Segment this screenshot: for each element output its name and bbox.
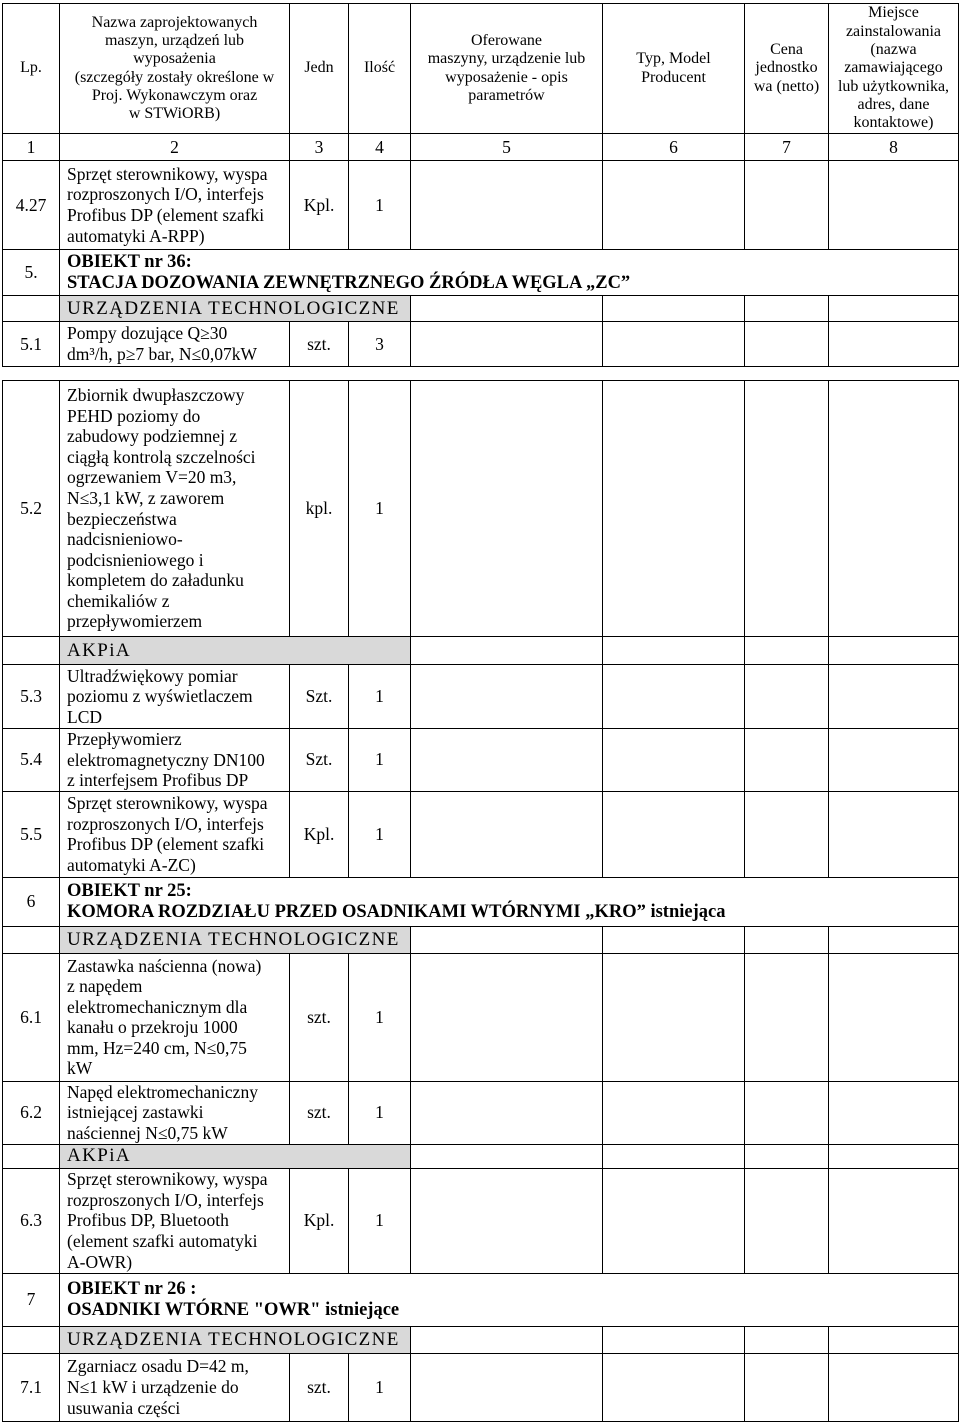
installation-location-cell	[829, 665, 959, 729]
item-unit: Kpl.	[290, 1168, 349, 1273]
empty-cell	[3, 637, 60, 665]
offered-description-cell	[411, 637, 603, 665]
offered-description-cell	[411, 1144, 603, 1168]
column-number-row	[3, 134, 959, 161]
offered-description-cell	[411, 1168, 603, 1273]
type-model-cell	[603, 1326, 745, 1353]
header-unit-price: Cena jednostko wa (netto)	[745, 4, 829, 134]
subheader-row	[3, 926, 959, 953]
item-name: Przepływomierz elektromagnetyczny DN100 z interfejsem Profibus DP	[60, 729, 290, 792]
subheader-label: URZĄDZENIA TECHNOLOGICZNE	[60, 1326, 411, 1353]
type-model-cell	[603, 161, 745, 250]
section-row	[3, 250, 959, 296]
header-location: Miejsce zainstalowania (nazwa zamawiającego lub użytkownika, adres, dane kontaktowe)	[829, 4, 959, 134]
column-number: 2	[60, 134, 290, 161]
type-model-cell	[603, 1353, 745, 1421]
header-lp: Lp.	[3, 4, 60, 134]
item-name: Ultradźwiękowy pomiar poziomu z wyświetlaczem LCD	[60, 665, 290, 729]
unit-price-cell	[745, 926, 829, 953]
row-number: 6.3	[3, 1168, 60, 1273]
section-subtitle: KOMORA ROZDZIAŁU PRZED OSADNIKAMI WTÓRNYMI „KRO” istniejąca	[67, 901, 726, 922]
installation-location-cell	[829, 637, 959, 665]
row-number: 5.4	[3, 729, 60, 792]
offered-description-cell	[411, 1353, 603, 1421]
section-row	[3, 877, 959, 926]
installation-location-cell	[829, 1144, 959, 1168]
item-quantity: 1	[349, 381, 411, 637]
item-name: Napęd elektromechaniczny istniejącej zastawki naściennej N≤0,75 kW	[60, 1081, 290, 1144]
item-unit: szt.	[290, 1353, 349, 1421]
table-row	[3, 1168, 959, 1273]
empty-cell	[3, 1144, 60, 1168]
unit-price-cell	[745, 1081, 829, 1144]
installation-location-cell	[829, 1353, 959, 1421]
section-number: 5.	[3, 250, 60, 296]
type-model-cell	[603, 381, 745, 637]
empty-cell	[3, 1326, 60, 1353]
unit-price-cell	[745, 1353, 829, 1421]
installation-location-cell	[829, 161, 959, 250]
item-quantity: 1	[349, 665, 411, 729]
column-number: 8	[829, 134, 959, 161]
item-unit: szt.	[290, 1081, 349, 1144]
installation-location-cell	[829, 791, 959, 877]
unit-price-cell	[745, 1326, 829, 1353]
row-number: 7.1	[3, 1353, 60, 1421]
row-number: 6.2	[3, 1081, 60, 1144]
subheader-row	[3, 637, 959, 665]
header-unit: Jedn	[290, 4, 349, 134]
table-row	[3, 1353, 959, 1421]
installation-location-cell	[829, 296, 959, 322]
type-model-cell	[603, 729, 745, 792]
section-title: OBIEKT nr 26 :	[67, 1278, 197, 1299]
type-model-cell	[603, 926, 745, 953]
item-name: Sprzęt sterownikowy, wyspa rozproszonych I/O, interfejs Profibus DP (element szafki automatyki A-ZC)	[60, 791, 290, 877]
table-row	[3, 381, 959, 637]
offered-description-cell	[411, 791, 603, 877]
installation-location-cell	[829, 381, 959, 637]
offered-description-cell	[411, 953, 603, 1081]
item-quantity: 1	[349, 161, 411, 250]
table-row	[3, 322, 959, 367]
unit-price-cell	[745, 1144, 829, 1168]
section-number: 6	[3, 877, 60, 926]
type-model-cell	[603, 1168, 745, 1273]
item-unit: kpl.	[290, 381, 349, 637]
table-row	[3, 729, 959, 792]
item-quantity: 1	[349, 1353, 411, 1421]
type-model-cell	[603, 953, 745, 1081]
item-quantity: 1	[349, 1081, 411, 1144]
offered-description-cell	[411, 381, 603, 637]
offered-description-cell	[411, 161, 603, 250]
header-name: Nazwa zaprojektowanych maszyn, urządzeń lub wyposażenia (szczegóły zostały określone w Proj. Wykonawczym oraz w STWiORB)	[60, 4, 290, 134]
item-quantity: 1	[349, 953, 411, 1081]
offered-description-cell	[411, 296, 603, 322]
row-number: 5.3	[3, 665, 60, 729]
type-model-cell	[603, 791, 745, 877]
section-heading	[60, 1273, 959, 1326]
unit-price-cell	[745, 665, 829, 729]
table-row	[3, 791, 959, 877]
subheader-label: URZĄDZENIA TECHNOLOGICZNE	[60, 926, 411, 953]
type-model-cell	[603, 665, 745, 729]
table-row	[3, 161, 959, 250]
subheader-row	[3, 1144, 959, 1168]
item-unit: Szt.	[290, 665, 349, 729]
offered-description-cell	[411, 729, 603, 792]
item-unit: Szt.	[290, 729, 349, 792]
subheader-row	[3, 1326, 959, 1353]
section-number: 7	[3, 1273, 60, 1326]
section-row	[3, 1273, 959, 1326]
subheader-label: AKPiA	[60, 1144, 411, 1168]
item-unit: Kpl.	[290, 791, 349, 877]
unit-price-cell	[745, 381, 829, 637]
subheader-label: AKPiA	[60, 637, 411, 665]
item-quantity: 1	[349, 1168, 411, 1273]
item-name: Pompy dozujące Q≥30 dm³/h, p≥7 bar, N≤0,07kW	[60, 322, 290, 367]
type-model-cell	[603, 322, 745, 367]
installation-location-cell	[829, 953, 959, 1081]
installation-location-cell	[829, 1168, 959, 1273]
unit-price-cell	[745, 953, 829, 1081]
offered-description-cell	[411, 322, 603, 367]
unit-price-cell	[745, 322, 829, 367]
offered-description-cell	[411, 926, 603, 953]
item-unit: szt.	[290, 953, 349, 1081]
column-number: 6	[603, 134, 745, 161]
item-name: Sprzęt sterownikowy, wyspa rozproszonych I/O, interfejs Profibus DP, Bluetooth (element szafki automatyki A-OWR)	[60, 1168, 290, 1273]
section-subtitle: OSADNIKI WTÓRNE "OWR" istniejące	[67, 1299, 400, 1320]
item-name: Sprzęt sterownikowy, wyspa rozproszonych I/O, interfejs Profibus DP (element szafki automatyki A-RPP)	[60, 161, 290, 250]
item-quantity: 1	[349, 729, 411, 792]
installation-location-cell	[829, 1081, 959, 1144]
column-number: 3	[290, 134, 349, 161]
header-quantity: Ilość	[349, 4, 411, 134]
item-unit: szt.	[290, 322, 349, 367]
row-number: 5.1	[3, 322, 60, 367]
column-number: 5	[411, 134, 603, 161]
equipment-table-part-2	[2, 380, 959, 1422]
item-quantity: 1	[349, 791, 411, 877]
installation-location-cell	[829, 1326, 959, 1353]
row-number: 6.1	[3, 953, 60, 1081]
section-title: OBIEKT nr 25:	[67, 880, 192, 901]
type-model-cell	[603, 296, 745, 322]
unit-price-cell	[745, 729, 829, 792]
empty-cell	[3, 296, 60, 322]
column-number: 7	[745, 134, 829, 161]
type-model-cell	[603, 637, 745, 665]
table-row	[3, 953, 959, 1081]
subheader-label: URZĄDZENIA TECHNOLOGICZNE	[60, 296, 411, 322]
equipment-table-part-1	[2, 3, 959, 367]
column-number: 1	[3, 134, 60, 161]
offered-description-cell	[411, 1326, 603, 1353]
type-model-cell	[603, 1144, 745, 1168]
offered-description-cell	[411, 1081, 603, 1144]
installation-location-cell	[829, 926, 959, 953]
unit-price-cell	[745, 637, 829, 665]
row-number: 4.27	[3, 161, 60, 250]
section-title: OBIEKT nr 36:	[67, 251, 192, 272]
item-name: Zastawka naścienna (nowa) z napędem elektromechanicznym dla kanału o przekroju 1000 mm, Hz=240 cm, N≤0,75 kW	[60, 953, 290, 1081]
header-type-model: Typ, Model Producent	[603, 4, 745, 134]
table-row	[3, 665, 959, 729]
type-model-cell	[603, 1081, 745, 1144]
row-number: 5.5	[3, 791, 60, 877]
unit-price-cell	[745, 1168, 829, 1273]
offered-description-cell	[411, 665, 603, 729]
unit-price-cell	[745, 161, 829, 250]
row-number: 5.2	[3, 381, 60, 637]
header-offered: Oferowane maszyny, urządzenie lub wyposażenie - opis parametrów	[411, 4, 603, 134]
section-heading	[60, 877, 959, 926]
item-name: Zbiornik dwupłaszczowy PEHD poziomy do zabudowy podziemnej z ciągłą kontrolą szczelności ogrzewaniem V=20 m3, N≤3,1 kW, z zaworem bezpieczeństwa nadcisnieniowo- podcisnieniowego i kompletem do załadunku chemikaliów z przepływomierzem	[60, 381, 290, 637]
item-name: Zgarniacz osadu D=42 m, N≤1 kW i urządzenie do usuwania części	[60, 1353, 290, 1421]
empty-cell	[3, 926, 60, 953]
table-row	[3, 1081, 959, 1144]
installation-location-cell	[829, 322, 959, 367]
item-quantity: 3	[349, 322, 411, 367]
installation-location-cell	[829, 729, 959, 792]
section-heading	[60, 250, 959, 296]
unit-price-cell	[745, 296, 829, 322]
section-subtitle: STACJA DOZOWANIA ZEWNĘTRZNEGO ŹRÓDŁA WĘGLA „ZC”	[67, 272, 631, 293]
unit-price-cell	[745, 791, 829, 877]
header-row	[3, 4, 959, 134]
subheader-row	[3, 296, 959, 322]
column-number: 4	[349, 134, 411, 161]
item-unit: Kpl.	[290, 161, 349, 250]
